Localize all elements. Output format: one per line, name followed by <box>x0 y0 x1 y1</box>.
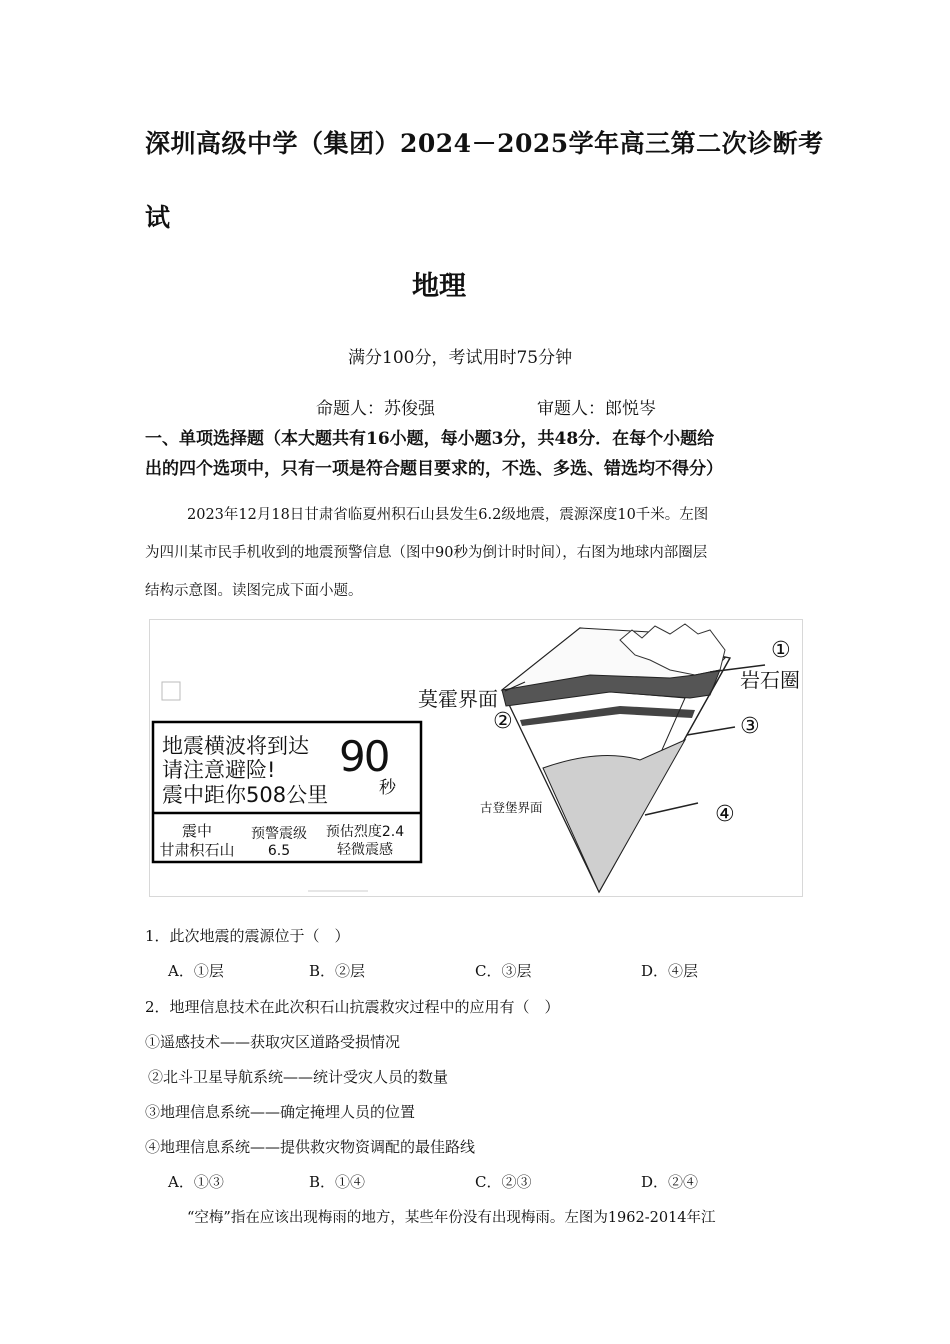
q2-stem: 2．地理信息技术在此次积石山抗震救灾过程中的应用有（ ） <box>145 998 560 1016</box>
q1-option-b: B．②层 <box>309 962 366 980</box>
magnitude-value: 6.5 <box>267 843 291 859</box>
q1-option-c: C．③层 <box>475 962 532 980</box>
q2-option-b: B．①④ <box>309 1173 366 1191</box>
lithosphere-label: 岩石圈 <box>740 668 800 692</box>
q2-option-d: D．②④ <box>641 1173 699 1191</box>
core-region <box>543 740 685 892</box>
q2-item1: ①遥感技术——获取灾区道路受损情况 <box>145 1033 401 1051</box>
marker-3: ③ <box>740 714 760 739</box>
countdown-unit: 秒 <box>379 778 396 798</box>
marker-2: ② <box>493 709 513 734</box>
section-heading-line1: 一、单项选择题（本大题共有16小题，每小题3分，共48分．在每个小题给 <box>145 429 715 449</box>
figure-frame <box>149 619 803 897</box>
q2-item2: ②北斗卫星导航系统——统计受灾人员的数量 <box>148 1068 449 1086</box>
reviewer-label: 审题人：郎悦岑 <box>537 399 656 419</box>
gutenberg-label: 古登堡界面 <box>480 800 543 815</box>
earth-structure-diagram <box>418 624 800 892</box>
intensity-label: 预估烈度2.4 <box>325 824 405 840</box>
q1-stem: 1．此次地震的震源位于（ ） <box>145 927 350 945</box>
q1-option-a: A．①层 <box>168 962 224 980</box>
marker3-leader <box>687 727 735 735</box>
section-heading-line2: 出的四个选项中，只有一项是符合题目要求的，不选、多选、错选均不得分） <box>145 459 723 479</box>
intensity-value: 轻微震感 <box>337 842 393 858</box>
earthquake-alert-box <box>153 722 421 862</box>
passage-1-line2: 为四川某市民手机收到的地震预警信息（图中90秒为倒计时时间），右图为地球内部圈层 <box>145 545 708 561</box>
passage-1-line1: 2023年12月18日甘肃省临夏州积石山县发生6.2级地震，震源深度10千米。左图 <box>187 507 709 523</box>
alert-line3: 震中距你508公里 <box>162 783 329 807</box>
alert-line1: 地震横波将到达 <box>162 734 309 758</box>
magnitude-label: 预警震级 <box>251 826 307 842</box>
section-heading <box>145 424 815 484</box>
q2-option-c: C．②③ <box>475 1173 532 1191</box>
passage-1-line3: 结构示意图。读图完成下面小题。 <box>145 583 363 599</box>
epicenter-value: 甘肃积石山 <box>159 841 235 859</box>
subject-title: 地理 <box>412 271 466 302</box>
q2-item4: ④地理信息系统——提供救灾物资调配的最佳路线 <box>145 1138 476 1156</box>
marker-4: ④ <box>715 802 735 827</box>
alert-line2: 请注意避险! <box>162 758 276 782</box>
moho-label: 莫霍界面 <box>418 687 498 711</box>
q1-option-d: D．④层 <box>641 962 699 980</box>
q2-item3: ③地理信息系统——确定掩埋人员的位置 <box>145 1103 416 1121</box>
marker4-leader <box>645 803 698 815</box>
passage-2-line1: “空梅”指在应该出现梅雨的地方，某些年份没有出现梅雨。左图为1962-2014年江 <box>187 1210 716 1226</box>
countdown-number: 90 <box>339 732 389 781</box>
figure-svg <box>150 620 802 896</box>
passage-1 <box>145 496 815 610</box>
exam-info: 满分100分，考试用时75分钟 <box>348 348 573 368</box>
epicenter-label: 震中 <box>181 822 213 840</box>
page-title: 深圳高级中学（集团）2024－2025学年高三第二次诊断考 <box>145 129 824 158</box>
setter-label: 命题人：苏俊强 <box>316 399 435 419</box>
q2-option-a: A．①③ <box>168 1173 224 1191</box>
checkbox-icon <box>162 682 180 700</box>
marker-1: ① <box>771 638 791 663</box>
page-title-continued: 试 <box>145 203 171 232</box>
